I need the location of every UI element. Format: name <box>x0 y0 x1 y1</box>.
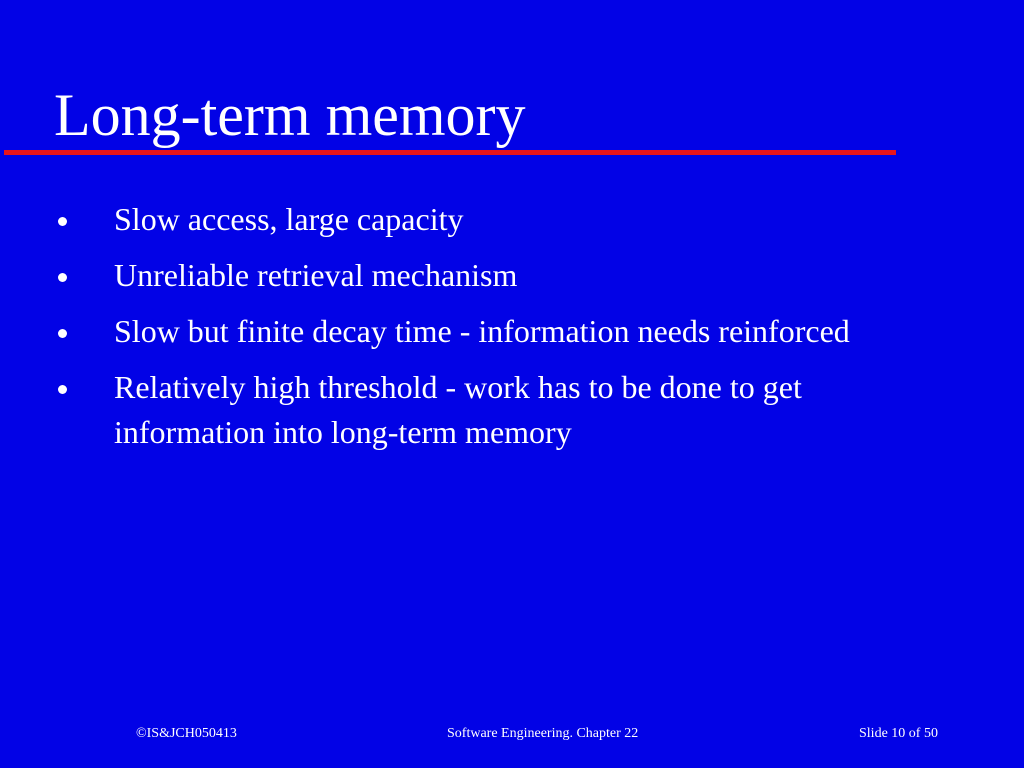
slide-title: Long-term memory <box>54 82 526 148</box>
footer-copyright: ©IS&JCH050413 <box>136 726 237 741</box>
bullet-icon <box>58 273 67 282</box>
footer-slide-number: Slide 10 of 50 <box>859 726 938 741</box>
bullet-item <box>58 197 878 242</box>
bullet-item <box>58 253 878 298</box>
bullet-text: Slow but finite decay time - information needs reinforced <box>114 313 850 349</box>
bullet-icon <box>58 385 67 394</box>
bullet-icon <box>58 329 67 338</box>
bullet-icon <box>58 217 67 226</box>
footer-course-title: Software Engineering. Chapter 22 <box>447 726 639 741</box>
bullet-text: Slow access, large capacity <box>114 201 464 237</box>
bullet-item <box>58 365 878 455</box>
bullet-text: Unreliable retrieval mechanism <box>114 257 518 293</box>
bullet-list <box>58 197 878 466</box>
title-underline <box>4 150 896 155</box>
bullet-text: Relatively high threshold - work has to be done to get information into long-term memory <box>114 369 802 450</box>
bullet-item <box>58 309 878 354</box>
